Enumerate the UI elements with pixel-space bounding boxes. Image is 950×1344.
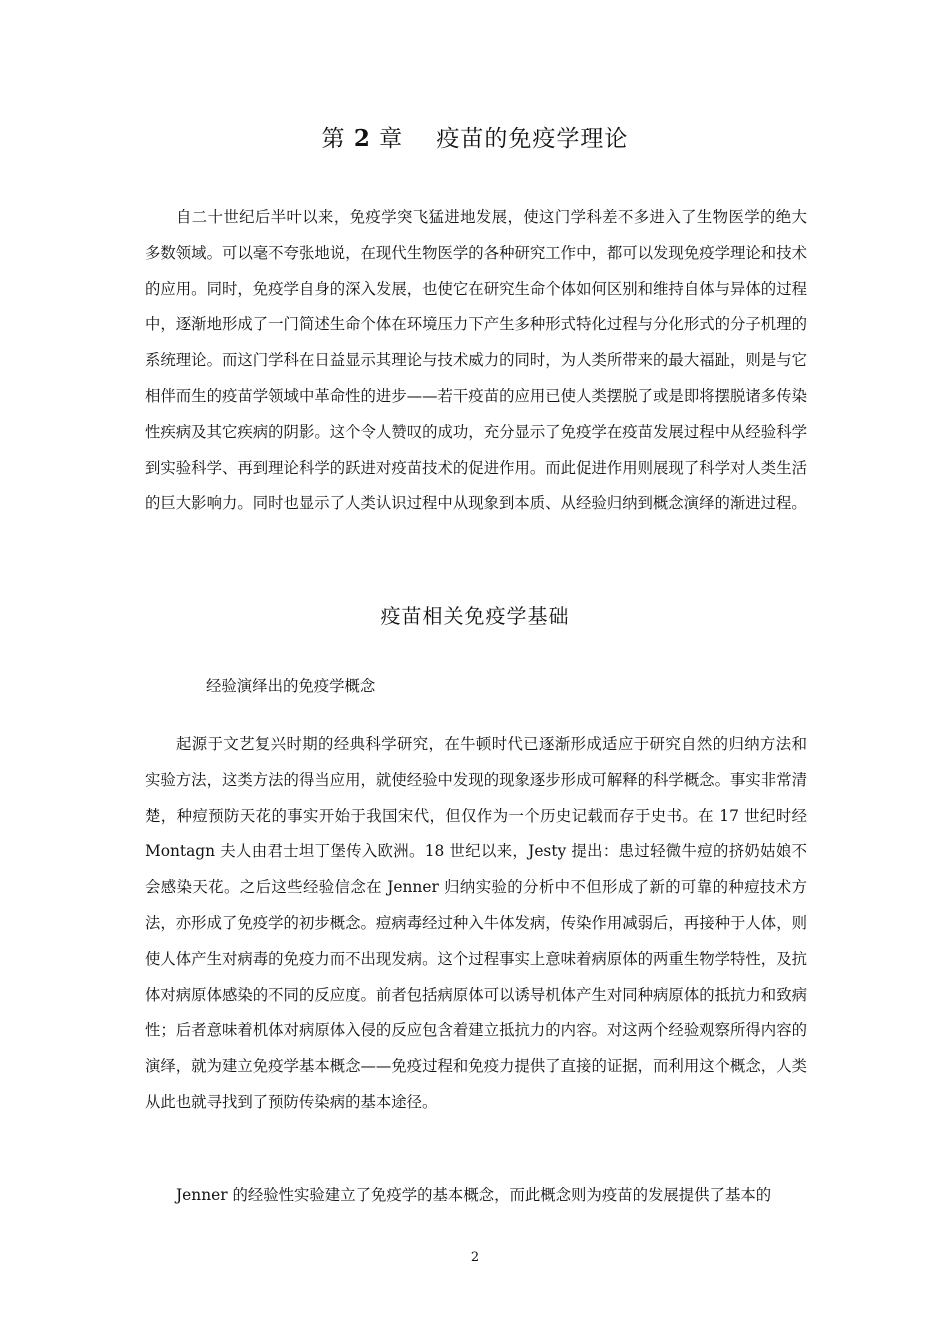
intro-paragraph: 自二十世纪后半叶以来，免疫学突飞猛进地发展，使这门学科差不多进入了生物医学的绝大多数领域。可以毫不夸张地说，在现代生物医学的各种研究工作中，都可以发现免疫学理论和技术的应用。同时，免疫学自身的深入发展，也使它在研究生命个体如何区别和维持自体与异体的过程中，逐渐地形成了一门简述生命个体在环境压力下产生多种形式特化过程与分化形式的分子机理的系统理论。而这门学科在日益显示其理论与技术威力的同时，为人类所带来的最大福趾，则是与它相伴而生的疫苗学领域中革命性的进步——若干疫苗的应用已使人类摆脱了或是即将摆脱诸多传染性疾病及其它疾病的阴影。这个令人赞叹的成功，充分显示了免疫学在疫苗发展过程中从经验科学到实验科学、再到理论科学的跃进对疫苗技术的促进作用。而此促进作用则展现了科学对人类生活的巨大影响力。同时也显示了人类认识过程中从现象到本质、从经验归纳到概念演绎的渐进过程。 [145, 208, 807, 513]
section-title: 疫苗相关免疫学基础 [380, 604, 570, 628]
chapter-prefix: 第 [321, 126, 354, 152]
subsection-title: 经验演绎出的免疫学概念 [206, 677, 376, 695]
chapter-title [0, 120, 950, 153]
body-paragraph: 起源于文艺复兴时期的经典科学研究，在牛顿时代已逐渐形成适应于研究自然的归纳方法和实验方法，这类方法的得当应用，就使经验中发现的现象逐步形成可解释的科学概念。事实非常清楚，种痘预防天花的事实开始于我国宋代，但仅作为一个历史记载而存于史书。在 17 世纪时经 Montagn 夫人由君士坦丁堡传入欧洲。18 世纪以来，Jesty 提出：患过轻微牛痘的挤奶姑娘不会感染天花。之后这些经验信念在 Jenner 归纳实验的分析中不但形成了新的可靠的种痘技术方法，亦形成了免疫学的初步概念。痘病毒经过种入牛体发病，传染作用减弱后，再接种于人体，则使人体产生对病毒的免疫力而不出现发病。这个过程事实上意味着病原体的两重生物学特性，及抗体对病原体感染的不同的反应度。前者包括病原体可以诱导机体产生对同种病原体的抵抗力和致病性；后者意味着机体对病原体入侵的反应包含着建立抵抗力的内容。对这两个经验观察所得内容的演绎，就为建立免疫学基本概念——免疫过程和免疫力提供了直接的证据，而利用这个概念，人类从此也就寻找到了预防传染病的基本途径。 [145, 735, 807, 1111]
page-number: 2 [470, 1250, 480, 1265]
body-paragraph-continued: Jenner 的经验性实验建立了免疫学的基本概念，而此概念则为疫苗的发展提供了基本的 [176, 1186, 772, 1204]
chapter-number: 2 [353, 125, 371, 152]
chapter-title-text: 章 疫苗的免疫学理论 [370, 126, 629, 152]
